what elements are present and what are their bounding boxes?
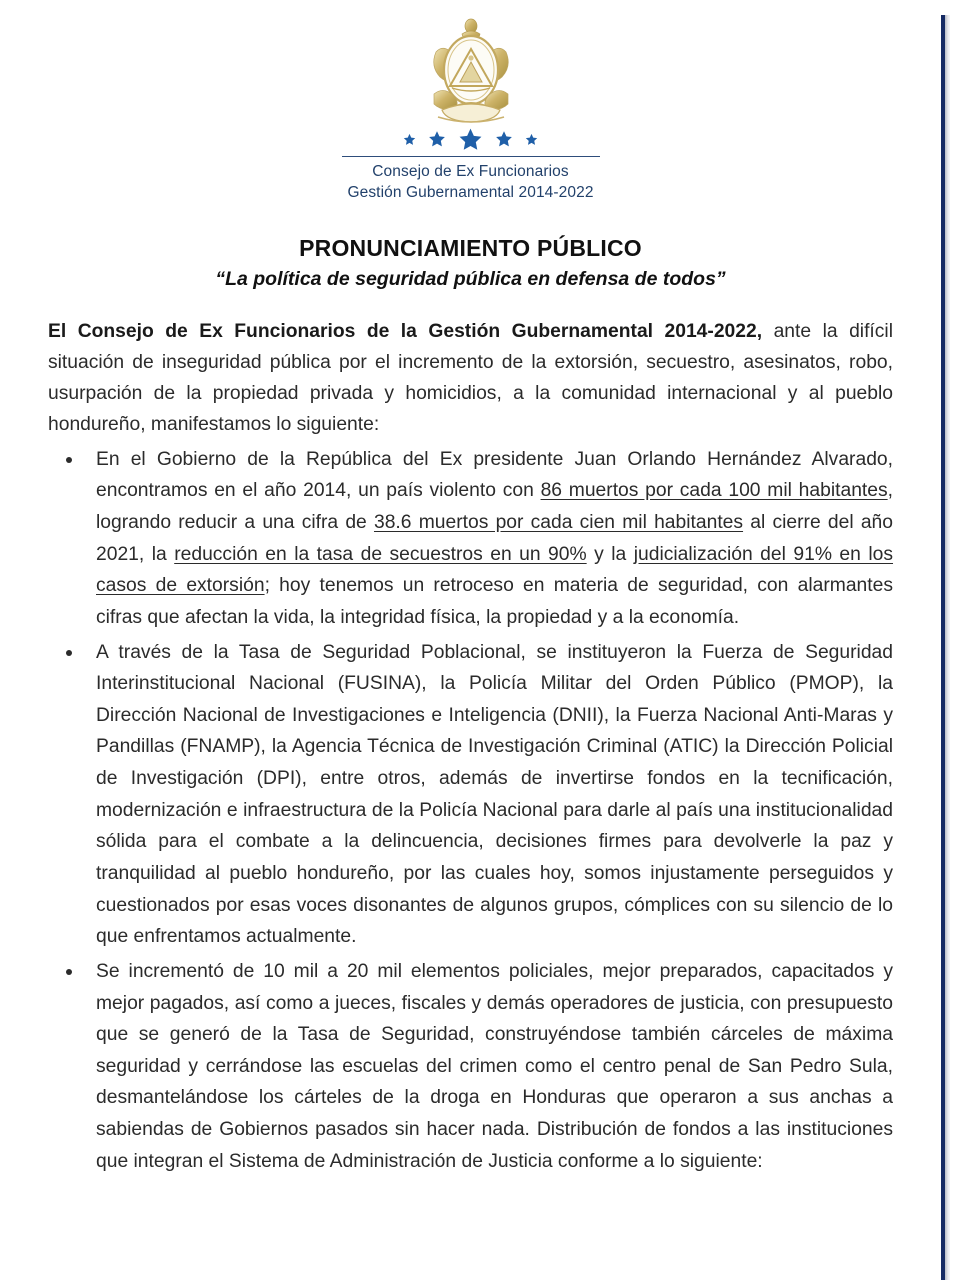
star-icon-1 (403, 133, 416, 146)
page-edge-shadow (945, 15, 950, 1280)
star-icon-2 (428, 130, 446, 148)
list-item (48, 956, 893, 1177)
bullet-text-run: , logrando reducir a una cifra de (96, 480, 893, 533)
intro-lead: El Consejo de Ex Funcionarios de la Gestión Gubernamental 2014-2022, (48, 321, 763, 343)
five-stars-icon (403, 126, 538, 152)
letterhead-divider (342, 156, 600, 157)
star-icon-5 (525, 133, 538, 146)
emphasized-statistic: 38.6 muertos por cada cien mil habitantes (373, 511, 744, 533)
statement-bullet-list (48, 444, 893, 1178)
page-subtitle: “La política de seguridad pública en defensa de todos” (215, 268, 726, 291)
star-icon-4 (495, 130, 513, 148)
org-name-line-1: Consejo de Ex Funcionarios (372, 163, 569, 180)
emphasized-statistic: reducción en la tasa de secuestros en un 90% (174, 543, 587, 565)
star-icon-3 (458, 127, 483, 152)
bullet-text-run: En el Gobierno de la República del Ex presidente Juan Orlando Hernández Alvarado, encontramos en el año 2014, un país violento con (96, 448, 893, 502)
bullet-text-run: Se incrementó de 10 mil a 20 mil elementos policiales, mejor preparados, capacitados y mejor pagados, así como a jueces, fiscales y demás operadores de justicia, con presupuesto que se generó de la Tasa de Seguridad, construyéndose también cárceles de máxima seguridad y cerrándose las escuelas del crimen como el centro penal de San Pedro Sula, desmantelándose los cárteles de la droga en Honduras que operaron a sus anchas a sabiendas de Gobiernos pasados sin hacer nada. Distribución de fondos a las instituciones que integran el Sistema de Administración de Justicia conforme a lo siguiente: (96, 960, 893, 1172)
page-edge-rule (941, 15, 945, 1280)
document-body (48, 291, 893, 1177)
intro-rest: ante la difícil situación de inseguridad pública por el incremento de la extorsión, secuestro, asesinatos, robo, usurpación de la propiedad privada y homicidios, a la comunidad internacional y al pueblo hondureño, manifestamos lo siguiente: (48, 321, 893, 435)
letterhead (0, 0, 941, 203)
bullet-text-run: al cierre del año 2021, la (96, 511, 893, 565)
list-item (48, 444, 893, 634)
bullet-text-run: A través de la Tasa de Seguridad Poblacional, se instituyeron la Fuerza de Seguridad Interinstitucional Nacional (FUSINA), la Policía Militar del Orden Público (PMOP), la Dirección Nacional de Investigaciones e Inteligencia (DNII), la Fuerza Nacional Anti-Maras y Pandillas (FNAMP), la Agencia Técnica de Investigación Criminal (ATIC) la Dirección Policial de Investigación (DPI), entre otros, además de invertirse fondos en la tecnificación, modernización e infraestructura de la Policía Nacional para darle al país una institucionalidad sólida para el combate a la delincuencia, decisiones firmes para devolverle la paz y tranquilidad al pueblo hondureño, por las cuales hoy, somos injustamente perseguidos y cuestionados por esas voces disonantes de algunos grupos, cómplices con su silencio de lo que enfrentamos actualmente. (96, 641, 893, 948)
org-name-line-2: Gestión Gubernamental 2014-2022 (347, 184, 594, 202)
page-title: PRONUNCIAMIENTO PÚBLICO (299, 235, 642, 262)
intro-paragraph (48, 317, 893, 441)
emphasized-statistic: 86 muertos por cada 100 mil habitantes (540, 480, 888, 502)
bullet-text-run: y la (586, 543, 634, 565)
bullet-text-run: ; hoy tenemos un retroceso en materia de seguridad, con alarmantes cifras que afectan la vida, la integridad física, la propiedad y a la economía. (96, 575, 894, 628)
honduras-coat-of-arms-icon (412, 18, 530, 130)
emphasized-statistic: judicialización del 91% en los casos de extorsión (96, 543, 894, 597)
list-item (48, 637, 893, 953)
